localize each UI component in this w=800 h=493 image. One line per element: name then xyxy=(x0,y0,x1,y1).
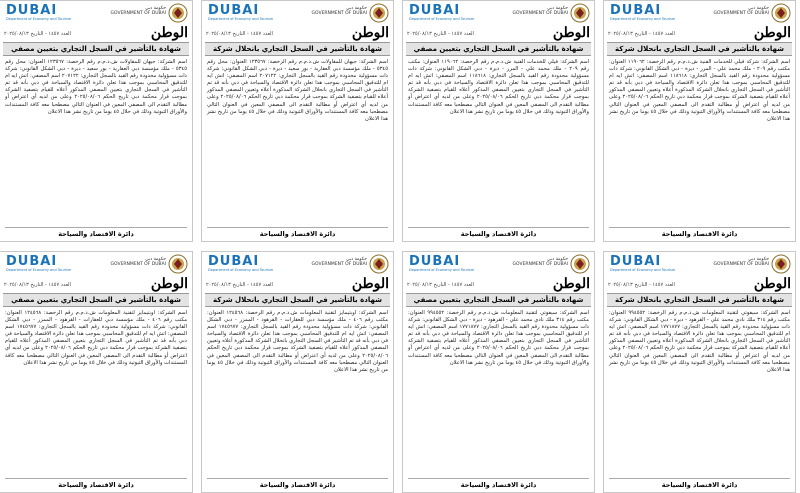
notice-card xyxy=(603,251,796,493)
paper-row xyxy=(403,276,594,292)
notice-title: شهادة بالتأشير في السجل التجاري بتعيين مصفي xyxy=(3,42,189,56)
dubai-logo xyxy=(610,3,676,24)
issue-info: العدد ١٤٥٧ - التاريخ ٢٠٢٥/٠٨/١٣ xyxy=(206,282,273,288)
notice-footer: دائرة الاقتصاد والسياحة xyxy=(58,481,134,489)
dubai-logo-text: DUBAI xyxy=(6,254,58,269)
paper-row xyxy=(0,276,192,292)
paper-row xyxy=(403,25,594,41)
issue-info: العدد ١٤٥٧ - التاريخ ٢٠٢٥/٠٨/١٣ xyxy=(608,282,675,288)
dubai-emblem-icon xyxy=(369,254,389,274)
notice-footer: دائرة الاقتصاد والسياحة xyxy=(460,230,537,238)
notice-header xyxy=(403,252,594,276)
notice-footer: دائرة الاقتصاد والسياحة xyxy=(259,481,336,489)
notice-body: اسم الشركة: جيهان للمقاولات ش.ذ.م.م رقم الرخصة: ١٢٣٥٦٧ العنوان: محل رقم ٥٣٤٥ - ملك مؤسسة دبي العقارية - بور سعيد - ديرة - دبي الشكل القانوني: شركة ذات مسؤولية محدودة رقم القيد بالسجل التجاري: ٢٠٧١٢٢ اسم المصفي: اتش ايه ام للتدقيق المحاسبي بموجب هذا تعلن دائرة الاقتصاد والسياحة في دبي بأنه قد تم التأشير في السجل التجاري بانحلال الشركة المذكورة أعلاه وتعيين المصفي المذكور أعلاه للقيام بتصفية الشركة بموجب قرار محكمة دبي تاريخ الحكم ٢٠٢٥/٠٨/٠٦ وعلى من لديه أي اعتراض أو مطالبة التقدم الى المصفي المعين في العنوان التالي مصطحبا معه كافة المستندات والأوراق الثبوتية وذلك في خلال ٤٥ يوما من تاريخ نشر هذا الاعلان xyxy=(207,59,389,122)
notice-header xyxy=(0,1,192,25)
paper-row xyxy=(604,276,795,292)
issue-info: العدد ١٤٥٧ - التاريخ ٢٠٢٥/٠٨/١٣ xyxy=(206,31,273,37)
notice-card xyxy=(402,0,595,242)
dubai-logo-subtitle: Department of Economy and Tourism xyxy=(6,268,72,272)
issue-info: العدد ١٤٥٧ - التاريخ ٢٠٢٥/٠٨/١٣ xyxy=(407,282,474,288)
notice-card xyxy=(0,251,193,493)
dubai-emblem-icon xyxy=(771,254,791,274)
notice-header xyxy=(403,1,594,25)
dubai-emblem-icon xyxy=(570,254,590,274)
paper-row xyxy=(0,25,192,41)
government-label: حكومة دبي GOVERNMENT OF DUBAI xyxy=(512,257,568,267)
newspaper-name: الوطن xyxy=(351,276,389,292)
notice-footer: دائرة الاقتصاد والسياحة xyxy=(661,481,738,489)
notice-title: شهادة بالتأشير في السجل التجاري بتعيين مصفي xyxy=(406,293,591,307)
dubai-logo xyxy=(409,3,475,24)
dubai-logo-text: DUBAI xyxy=(610,254,662,269)
notice-title: شهادة بالتأشير في السجل التجاري بتعيين مصفي xyxy=(406,42,591,56)
issue-info: العدد ١٤٥٧ - التاريخ ٢٠٢٥/٠٨/١٣ xyxy=(4,282,71,288)
notice-header xyxy=(604,252,795,276)
notice-title: شهادة بالتأشير في السجل التجاري بانحلال شركة xyxy=(205,293,390,307)
paper-row xyxy=(202,276,393,292)
newspaper-name: الوطن xyxy=(150,276,188,292)
dubai-logo-subtitle: Department of Economy and Tourism xyxy=(409,17,475,21)
dubai-emblem-icon xyxy=(168,254,188,274)
dubai-logo-subtitle: Department of Economy and Tourism xyxy=(208,17,274,21)
paper-row xyxy=(604,25,795,41)
footer-divider xyxy=(5,478,187,479)
dubai-logo-text: DUBAI xyxy=(409,254,461,269)
dubai-logo-text: DUBAI xyxy=(409,3,461,18)
government-label: حكومة دبي GOVERNMENT OF DUBAI xyxy=(311,6,367,16)
notice-body: اسم الشركة: اوبتيمايز لتقنية المعلومات ش.ذ.م.م رقم الرخصة: ١٢٤٥٦٨ العنوان: مكتب رقم ٤٠٦ - ملك مؤسسة دبي للعقارات - القرهود - الممزر - دبي الشكل القانوني: شركة ذات مسؤولية محدودة رقم القيد بالسجل التجاري: ١٧٤٥٦٧٧ اسم المصفي: اتش ايه ام للتدقيق المحاسبي بموجب هذا تعلن دائرة الاقتصاد والسياحة في دبي بأنه قد تم التأشير في السجل التجاري بتعيين المصفي المذكور أعلاه للقيام بتصفية الشركة بموجب قرار محكمة دبي تاريخ الحكم ٢٠٢٥/٠٨/٠٦ وعلى من لديه أي اعتراض أو مطالبة التقدم الى المصفي المعين في العنوان التالي مصطحبا معه كافة المستندات والأوراق الثبوتية وذلك في خلال ٤٥ يوما من تاريخ نشر هذا الاعلان xyxy=(5,310,188,366)
notice-footer: دائرة الاقتصاد والسياحة xyxy=(460,481,537,489)
newspaper-name: الوطن xyxy=(753,276,791,292)
notice-title: شهادة بالتأشير في السجل التجاري بانحلال شركة xyxy=(607,293,792,307)
dubai-logo-text: DUBAI xyxy=(208,3,260,18)
government-label: حكومة دبي GOVERNMENT OF DUBAI xyxy=(110,6,166,16)
notice-footer: دائرة الاقتصاد والسياحة xyxy=(58,230,134,238)
dubai-logo xyxy=(610,254,676,275)
dubai-emblem-icon xyxy=(168,3,188,23)
dubai-logo-subtitle: Department of Economy and Tourism xyxy=(610,268,676,272)
notice-header xyxy=(0,252,192,276)
government-label: حكومة دبي GOVERNMENT OF DUBAI xyxy=(713,6,769,16)
newspaper-name: الوطن xyxy=(552,276,590,292)
notice-body: اسم الشركة: جيهان للمقاولات ش.ذ.م.م رقم الرخصة: ١٢٣٥٦٧ العنوان: محل رقم ٥٣٤٥ - ملك مؤسسة دبي العقارية - بور سعيد - ديرة - دبي الشكل القانوني: شركة ذات مسؤولية محدودة رقم القيد بالسجل التجاري: ٢٠٧١٢٢ اسم المصفي: اتش ايه ام للتدقيق المحاسبي بموجب هذا تعلن دائرة الاقتصاد والسياحة في دبي بأنه قد تم التأشير في السجل التجاري بتعيين المصفي المذكور أعلاه للقيام بتصفية الشركة بموجب قرار محكمة دبي تاريخ الحكم ٢٠٢٥/٠٨/٠٦ وعلى من لديه أي اعتراض أو مطالبة التقدم الى المصفي المعين في العنوان التالي مصطحبا معه كافة المستندات والأوراق الثبوتية وذلك في خلال ٤٥ يوما من تاريخ نشر هذا الاعلان xyxy=(5,59,187,115)
notice-footer: دائرة الاقتصاد والسياحة xyxy=(661,230,738,238)
government-label: حكومة دبي GOVERNMENT OF DUBAI xyxy=(311,257,367,267)
notice-body: اسم الشركة: شركة فيلي للخدمات الفنية ش.ذ.م.م رقم الرخصة: ١١٩٠٦٢ العنوان: مكتب رقم ٢٠٩ - ملك محمد علي - المرر - ديرة - دبي الشكل القانوني: شركة ذات مسؤولية محدودة رقم القيد بالسجل التجاري: ١١٨٦١٨ اسم المصفي: اتش ايه ام للتدقيق المحاسبي بموجب هذا تعلن دائرة الاقتصاد والسياحة في دبي بأنه قد تم التأشير في السجل التجاري بانحلال الشركة المذكورة أعلاه وتعيين المصفي المذكور أعلاه للقيام بتصفية الشركة بموجب قرار محكمة دبي تاريخ الحكم ٢٠٢٥/٠٨/٠٦ وعلى من لديه أي اعتراض أو مطالبة التقدم الى المصفي المعين في العنوان التالي مصطحبا معه كافة المستندات والأوراق الثبوتية وذلك في خلال ٤٥ يوما من تاريخ نشر هذا الاعلان xyxy=(609,59,791,122)
dubai-logo-text: DUBAI xyxy=(208,254,260,269)
notice-card xyxy=(603,0,796,242)
government-label: حكومة دبي GOVERNMENT OF DUBAI xyxy=(512,6,568,16)
notice-card xyxy=(201,251,394,493)
notice-header xyxy=(604,1,795,25)
newspaper-name: الوطن xyxy=(753,25,791,41)
newspaper-name: الوطن xyxy=(150,25,188,41)
notice-title: شهادة بالتأشير في السجل التجاري بانحلال شركة xyxy=(205,42,390,56)
footer-divider xyxy=(5,227,187,228)
dubai-logo xyxy=(208,3,274,24)
dubai-logo-text: DUBAI xyxy=(610,3,662,18)
dubai-emblem-icon xyxy=(369,3,389,23)
notice-body: اسم الشركة: سيفوتي لتقنية المعلومات ش.ذ.م.م رقم الرخصة: ٩٩٤٥٥٢ العنوان: مكتب رقم ٣١٤ ملك نادي محمد علي - القرهود - ديرة - دبي الشكل القانوني: شركة ذات مسؤولية محدودة رقم القيد بالسجل التجاري: ١٧٧١٨٧٧ اسم المصفي: اتش ايه ام للتدقيق المحاسبي بموجب هذا تعلن دائرة الاقتصاد والسياحة في دبي بأنه قد تم التأشير في السجل التجاري بانحلال الشركة المذكورة أعلاه وتعيين المصفي المذكور أعلاه للقيام بتصفية الشركة بموجب قرار محكمة دبي تاريخ الحكم ٢٠٢٥/٠٨/٠٦ وعلى من لديه أي اعتراض أو مطالبة التقدم الى المصفي المعين في العنوان التالي مصطحبا معه كافة المستندات والأوراق الثبوتية وذلك في خلال ٤٥ يوما من تاريخ نشر هذا الاعلان xyxy=(609,310,791,373)
notice-body: اسم الشركة: سيفوتي لتقنية المعلومات ش.ذ.م.م رقم الرخصة: ٩٩٤٥٥٢ العنوان: مكتب رقم ٣١٤ ملك نادي محمد علي - القرهود - ديرة - دبي الشكل القانوني: شركة ذات مسؤولية محدودة رقم القيد بالسجل التجاري: ١٧٧١٨٧٧ اسم المصفي: اتش ايه ام للتدقيق المحاسبي بموجب هذا تعلن دائرة الاقتصاد والسياحة في دبي بأنه قد تم التأشير في السجل التجاري بتعيين المصفي المذكور أعلاه للقيام بتصفية الشركة بموجب قرار محكمة دبي تاريخ الحكم ٢٠٢٥/٠٨/٠٦ وعلى من لديه أي اعتراض أو مطالبة التقدم الى المصفي المعين في العنوان التالي مصطحبا معه كافة المستندات والأوراق الثبوتية وذلك في خلال ٤٥ يوما من تاريخ نشر هذا الاعلان xyxy=(408,310,590,366)
government-label: حكومة دبي GOVERNMENT OF DUBAI xyxy=(713,257,769,267)
notice-footer: دائرة الاقتصاد والسياحة xyxy=(259,230,336,238)
newspaper-name: الوطن xyxy=(552,25,590,41)
dubai-logo-subtitle: Department of Economy and Tourism xyxy=(6,17,72,21)
footer-divider xyxy=(408,227,589,228)
paper-row xyxy=(202,25,393,41)
notice-body: اسم الشركة: فيلي للخدمات الفنية ش.ذ.م.م رقم الرخصة: ١١٩٠٦٢ العنوان: مكتب رقم ٢٠٩ - ملك محمد علي - المرر - ديرة - دبي الشكل القانوني: شركة ذات مسؤولية محدودة رقم القيد بالسجل التجاري: ١١٨٦١٨ اسم المصفي: اتش ايه ام للتدقيق المحاسبي بموجب هذا تعلن دائرة الاقتصاد والسياحة في دبي بأنه قد تم التأشير في السجل التجاري بتعيين المصفي المذكور أعلاه للقيام بتصفية الشركة بموجب قرار محكمة دبي تاريخ الحكم ٢٠٢٥/٠٨/٠٦ وعلى من لديه أي اعتراض أو مطالبة التقدم الى المصفي المعين في العنوان التالي مصطحبا معه كافة المستندات والأوراق الثبوتية وذلك في خلال ٤٥ يوما من تاريخ نشر هذا الاعلان xyxy=(408,59,589,115)
dubai-emblem-icon xyxy=(570,3,590,23)
dubai-logo xyxy=(6,3,72,24)
dubai-logo xyxy=(6,254,72,275)
dubai-logo-subtitle: Department of Economy and Tourism xyxy=(610,17,676,21)
issue-info: العدد ١٤٥٧ - التاريخ ٢٠٢٥/٠٨/١٣ xyxy=(407,31,474,37)
newspaper-name: الوطن xyxy=(351,25,389,41)
footer-divider xyxy=(207,227,388,228)
notice-header xyxy=(202,252,393,276)
footer-divider xyxy=(207,478,388,479)
footer-divider xyxy=(609,227,790,228)
dubai-logo xyxy=(208,254,274,275)
dubai-emblem-icon xyxy=(771,3,791,23)
notice-header xyxy=(202,1,393,25)
issue-info: العدد ١٤٥٧ - التاريخ ٢٠٢٥/٠٨/١٣ xyxy=(608,31,675,37)
dubai-logo-text: DUBAI xyxy=(6,3,58,18)
notice-card xyxy=(201,0,394,242)
notice-card xyxy=(402,251,595,493)
dubai-logo xyxy=(409,254,475,275)
issue-info: العدد ١٤٥٧ - التاريخ ٢٠٢٥/٠٨/١٣ xyxy=(4,31,71,37)
notice-body: اسم الشركة: اوبتيمايز لتقنية المعلومات ش.ذ.م.م رقم الرخصة: ١٢٤٥٦٨ العنوان: مكتب رقم ٤٠٦ - ملك مؤسسة دبي للعقارات - القرهود - الممزر - دبي الشكل القانوني: شركة ذات مسؤولية محدودة رقم القيد بالسجل التجاري: ١٧٤٥٦٧٧ اسم المصفي: اتش ايه ام للتدقيق المحاسبي بموجب هذا تعلن دائرة الاقتصاد والسياحة في دبي بأنه قد تم التأشير في السجل التجاري بانحلال الشركة المذكورة أعلاه وتعيين المصفي المذكور أعلاه للقيام بتصفية الشركة بموجب قرار محكمة دبي تاريخ الحكم ٢٠٢٥/٠٨/٠٦ وعلى من لديه أي اعتراض أو مطالبة التقدم الى المصفي المعين في العنوان التالي مصطحبا معه كافة المستندات والأوراق الثبوتية وذلك في خلال ٤٥ يوما من تاريخ نشر هذا الاعلان xyxy=(207,310,389,373)
dubai-logo-subtitle: Department of Economy and Tourism xyxy=(208,268,274,272)
notice-card xyxy=(0,0,193,242)
dubai-logo-subtitle: Department of Economy and Tourism xyxy=(409,268,475,272)
notice-title: شهادة بالتأشير في السجل التجاري بانحلال شركة xyxy=(607,42,792,56)
notice-title: شهادة بالتأشير في السجل التجاري بتعيين مصفي xyxy=(3,293,189,307)
government-label: حكومة دبي GOVERNMENT OF DUBAI xyxy=(110,257,166,267)
footer-divider xyxy=(609,478,790,479)
footer-divider xyxy=(408,478,589,479)
